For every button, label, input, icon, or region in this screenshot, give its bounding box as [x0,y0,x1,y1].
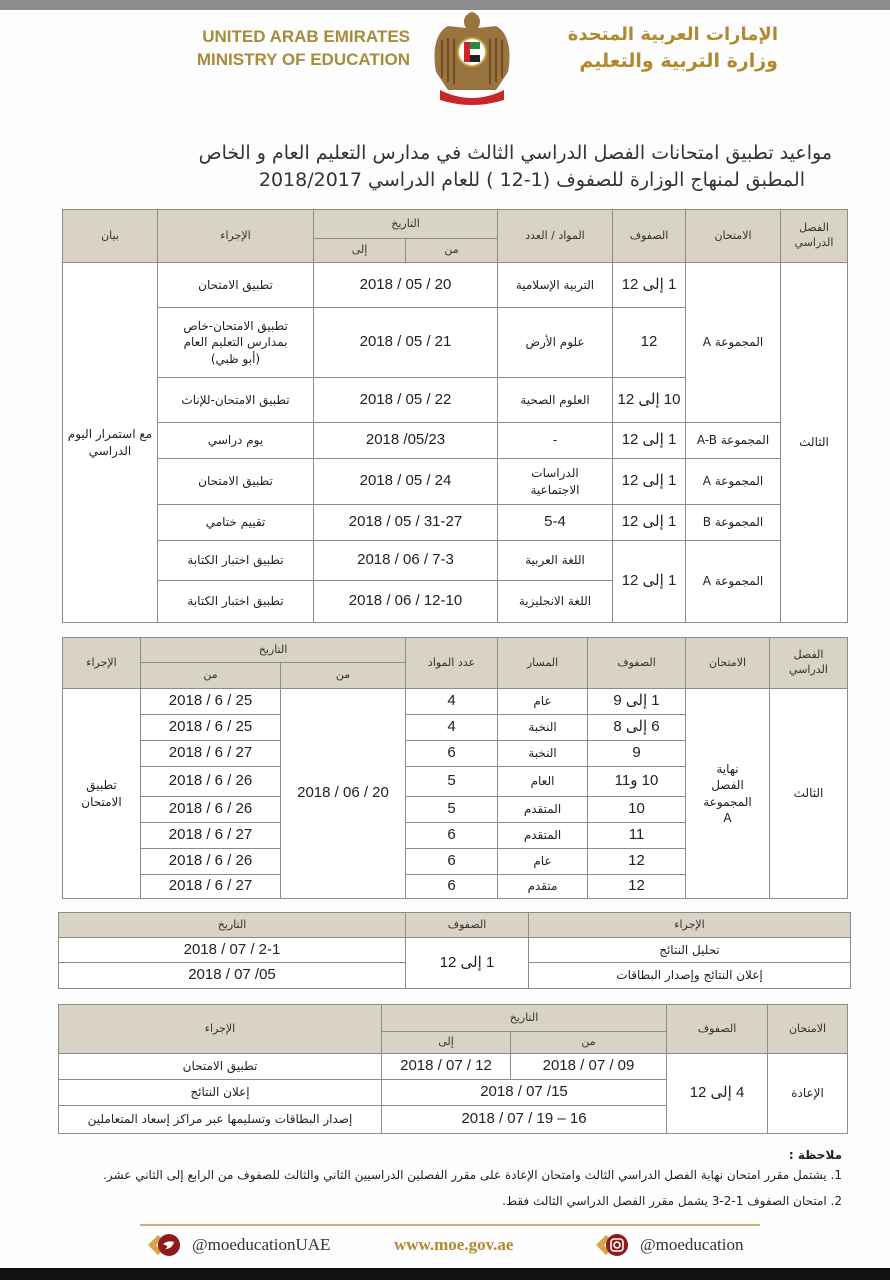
action-cell: تطبيق اختبار الكتابة [158,581,314,623]
date-cell: 2018 / 07 / 19 – 16 [461,1110,587,1128]
header-date: التاريخ [59,913,406,938]
header-ar-line1: الإمارات العربية المتحدة [567,24,778,45]
semester-cell: الثالث [781,263,848,623]
count-cell: 6 [406,741,498,767]
track-cell: النخبة [498,741,588,767]
header-note: بيان [63,210,158,263]
header-date: التاريخ [314,210,498,239]
count-cell: 4 [406,715,498,741]
note-item-2: 2. امتحان الصفوف 1-2-3 يشمل مقرر الفصل الدراسي الثالث فقط. [502,1194,842,1208]
count-cell: 6 [406,849,498,875]
to-date-cell: 2018 / 07 / 12 [400,1057,492,1075]
action-cell: تحليل النتائج [529,938,851,963]
grades-cell: 11 [588,823,686,849]
header-en-line1: UNITED ARAB EMIRATES [202,27,410,46]
header-from: من [406,239,498,263]
grades-cell: 9 [588,741,686,767]
action-cell: تطبيق الامتحان [158,459,314,505]
uae-emblem-icon [428,10,516,108]
subject-cell: علوم الأرض [498,308,613,378]
retake-table [58,1004,848,1134]
date-cell: 2018 / 6 / 27 [168,744,253,762]
header-action: الإجراء [63,638,141,689]
table-row [63,541,848,581]
header-grades: الصفوف [588,638,686,689]
bottom-bar [0,1268,890,1280]
action-cell: إصدار البطاقات وتسليمها عبر مراكز إسعاد المتعاملين [59,1106,382,1134]
table-row [63,423,848,459]
grades-cell: 1 إلى 9 [588,689,686,715]
subject-cell: 5-4 [498,505,613,541]
header-from: من [511,1032,667,1054]
grades-cell: 1 إلى 12 [613,505,686,541]
date-cell: 2018 / 06 / 7-3 [357,551,454,569]
header-exam: الامتحان [686,638,770,689]
start-date-cell: 2018 / 06 / 20 [297,784,389,802]
action-cell: تطبيق اختبار الكتابة [158,541,314,581]
header-semester: الفصل الدراسي [770,638,848,689]
group-cell: المجموعة B [686,505,781,541]
grades-cell: 1 إلى 12 [613,423,686,459]
header-from: من [281,663,406,689]
header-subject-count: عدد المواد [406,638,498,689]
date-cell: 2018 / 06 / 12-10 [348,592,463,610]
header-semester: الفصل الدراسي [781,210,848,263]
header-date: التاريخ [382,1005,667,1032]
count-cell: 6 [406,823,498,849]
date-cell: 2018 / 6 / 25 [168,718,253,736]
track-cell: النخبة [498,715,588,741]
header-to: إلى [314,239,406,263]
group-cell: المجموعة A [686,541,781,623]
header-track: المسار [498,638,588,689]
date-cell: 2018 / 6 / 26 [168,852,253,870]
instagram-icon [594,1232,630,1258]
header-en-line2: MINISTRY OF EDUCATION [196,50,410,69]
date-cell: 2018 / 6 / 25 [168,692,253,710]
group-cell: المجموعة A-B [686,423,781,459]
action-cell: تطبيق الامتحان [59,1054,382,1080]
subject-cell: التربية الإسلامية [498,263,613,308]
track-cell: عام [498,849,588,875]
semester-cell: الثالث [770,689,848,899]
date-cell: 2018 / 05 / 31-27 [348,513,463,531]
date-cell: 2018 / 6 / 27 [168,877,253,895]
twitter-handle[interactable]: @moeducationUAE [192,1235,331,1254]
count-cell: 5 [406,767,498,797]
header-to: إلى [382,1032,511,1054]
header-action: الإجراء [158,210,314,263]
grades-cell: 10 [588,797,686,823]
track-cell: المتقدم [498,823,588,849]
website-link[interactable]: www.moe.gov.ae [394,1235,514,1254]
action-cell: إعلان النتائج [59,1080,382,1106]
group-cell: المجموعة A [686,263,781,423]
header-exam: الامتحان [768,1005,848,1054]
schedule-table-2 [62,637,848,899]
header-date: التاريخ [141,638,406,663]
date-cell: 2018 / 05 / 21 [359,333,452,351]
schedule-table-1 [62,209,848,623]
grades-cell: 1 إلى 12 [613,459,686,505]
date-cell: 2018 / 6 / 26 [168,800,253,818]
date-cell: 2018 / 6 / 26 [168,772,253,790]
date-cell: 2018 /05/23 [365,431,446,449]
subject-cell: الدراسات الاجتماعية [498,459,613,505]
header-action: الإجراء [59,1005,382,1054]
header-grades: الصفوف [613,210,686,263]
results-table [58,912,851,989]
date-cell: 2018 / 07 /05 [188,966,276,984]
track-cell: عام [498,689,588,715]
grades-cell: 6 إلى 8 [588,715,686,741]
grades-cell: 1 إلى 12 [613,263,686,308]
action-cell: تطبيق الامتحان-للإناث [158,378,314,423]
date-cell: 2018 / 05 / 24 [359,472,452,490]
count-cell: 4 [406,689,498,715]
subject-cell: اللغة الانجليزية [498,581,613,623]
action-cell: إعلان النتائج وإصدار البطاقات [529,963,851,989]
subject-cell: - [498,423,613,459]
notes-heading: ملاحظة : [788,1148,842,1162]
grades-cell: 4 إلى 12 [667,1054,768,1134]
from-date-cell: 2018 / 07 / 09 [542,1057,635,1075]
date-cell: 2018 / 07 /15 [480,1083,568,1101]
action-cell: تطبيق الامتحان [158,263,314,308]
grades-cell: 12 [613,308,686,378]
grades-cell: 12 [588,849,686,875]
note-cell: مع استمرار اليوم الدراسي [63,263,158,623]
grades-cell: 12 [588,875,686,899]
table-row [59,938,851,963]
header-grades: الصفوف [406,913,529,938]
track-cell: المتقدم [498,797,588,823]
page-title-line1: مواعيد تطبيق امتحانات الفصل الدراسي الثالث في مدارس التعليم العام و الخاص [198,142,832,164]
action-cell: يوم دراسي [158,423,314,459]
grades-cell: 10 إلى 12 [613,378,686,423]
header-action: الإجراء [529,913,851,938]
table-row [63,689,848,715]
subject-cell: اللغة العربية [498,541,613,581]
header-subjects: المواد / العدد [498,210,613,263]
action-cell: تطبيق الامتحان [63,689,141,899]
count-cell: 5 [406,797,498,823]
date-cell: 2018 / 05 / 20 [359,275,452,293]
track-cell: متقدم [498,875,588,899]
header-grades: الصفوف [667,1005,768,1054]
date-cell: 2018 / 07 / 2-1 [183,940,281,958]
exam-cell: نهاية الفصل المجموعة A [686,689,770,899]
date-cell: 2018 / 05 / 22 [359,390,452,408]
grades-cell: 1 إلى 12 [406,938,529,989]
header-exam: الامتحان [686,210,781,263]
table-row [63,459,848,505]
instagram-handle[interactable]: @moeducation [640,1235,744,1254]
grades-cell: 10 و11 [588,767,686,797]
twitter-icon [146,1232,182,1258]
exam-cell: الإعادة [768,1054,848,1134]
grades-cell: 1 إلى 12 [613,541,686,623]
track-cell: العام [498,767,588,797]
action-cell: تطبيق الامتحان-خاص بمدارس التعليم العام (أبو ظبي) [158,308,314,378]
table-row [59,1054,848,1080]
header-ar-line2: وزارة التربية والتعليم [579,50,778,72]
count-cell: 6 [406,875,498,899]
action-cell: تقييم ختامي [158,505,314,541]
note-item-1: 1. يشتمل مقرر امتحان نهاية الفصل الدراسي الثالث وامتحان الإعادة على مقرر الفصلين الدراسيين الثاني والثالث للصفوف من الرابع إلى الثاني عشر. [103,1168,842,1182]
date-cell: 2018 / 6 / 27 [168,826,253,844]
table-row [63,505,848,541]
top-bar [0,0,890,10]
footer-divider [140,1224,760,1226]
subject-cell: العلوم الصحية [498,378,613,423]
header-from-2: من [141,663,281,689]
page-title-line2: المطبق لمنهاج الوزارة للصفوف (1-12 ) للعام الدراسي 2018/2017 [258,169,805,191]
table-row [63,263,848,308]
group-cell: المجموعة A [686,459,781,505]
